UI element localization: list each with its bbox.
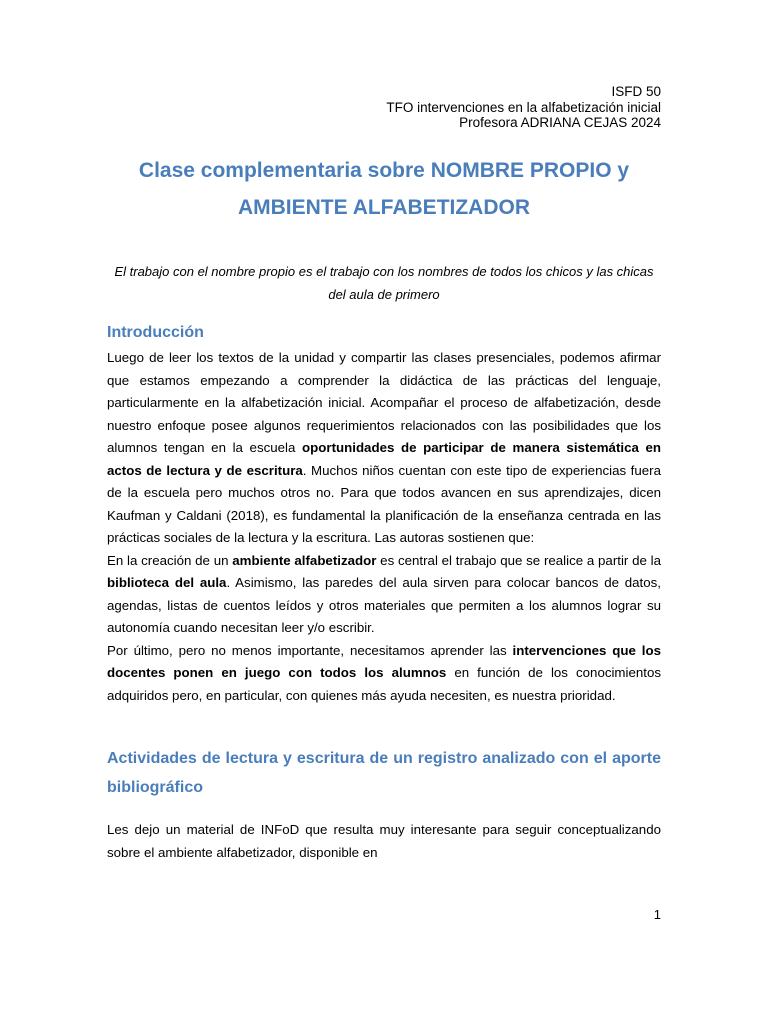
intro-p2-bold-1: ambiente alfabetizador (232, 552, 377, 568)
intro-p2-text-e: . Asimismo, las paredes del aula sirven para colocar bancos de datos, agendas, listas de cuentos leídos y otros materiales que permiten a los alumnos lograr su autonomía cuando necesitan leer y/o escribir. (107, 575, 661, 635)
intro-p3-text-a: Por último, pero no menos importante, necesitamos aprender las (107, 642, 513, 658)
intro-p1-bold: oportunidades de participar de manera sistemática en actos de lectura y de escritura (107, 440, 662, 478)
title-line-2: AMBIENTE ALFABETIZADOR (237, 196, 531, 219)
title-part-3: y (611, 159, 630, 182)
title-line-1 (60, 152, 708, 189)
page-number: 1 (653, 907, 661, 922)
activities-heading: Actividades de lectura y escritura de un registro analizado con el aporte bibliográfico (107, 750, 661, 796)
intro-body (107, 347, 661, 707)
title-part-2: NOMBRE PROPIO (430, 159, 612, 182)
intro-p3-text-c: en función de los conocimientos adquiridos pero, en particular, con quienes más ayuda necesiten, es nuestra prioridad. (107, 665, 661, 703)
intro-paragraph-3 (107, 640, 661, 708)
intro-p2-text-a: En la creación de un (107, 552, 233, 568)
page-header (386, 84, 661, 131)
document-title (60, 152, 708, 226)
intro-p3-bold: intervenciones que los docentes ponen en juego con todos los alumnos (107, 642, 662, 680)
document-subtitle: El trabajo con el nombre propio es el trabajo con los nombres de todos los chicos y las chicas del aula de primero (114, 264, 654, 302)
activities-body (107, 819, 661, 864)
intro-paragraph-1 (107, 347, 661, 550)
activities-paragraph-1: Les dejo un material de INFoD que resulta muy interesante para seguir conceptualizando sobre el ambiente alfabetizador, disponible en (107, 822, 661, 860)
title-part-1: Clase complementaria sobre (138, 159, 431, 182)
intro-p1-text-a: Luego de leer los textos de la unidad y compartir las clases presenciales, podemos afirmar que estamos empezando a comprender la didáctica de las prácticas del lenguaje, particularmente en la alfabetización inicial. Acompañar el proceso de alfabetización, desde nuestro enfoque posee algunos requerimientos relacionados con las posibilidades que los alumnos tengan en la escuela (107, 350, 661, 455)
intro-p2-bold-2: biblioteca del aula (107, 575, 227, 590)
intro-heading: Introducción (107, 324, 204, 341)
intro-paragraph-2 (107, 550, 661, 640)
intro-p1-text-c: . Muchos niños cuentan con este tipo de experiencias fuera de la escuela pero muchos otros no. Para que todos avancen en sus aprendizajes, dicen Kaufman y Caldani (2018), es fundamental la planificación de la enseñanza centrada en las prácticas sociales de la lectura y la escritura. Las autoras sostienen que: (107, 462, 661, 545)
intro-p2-text-c: es central el trabajo que se realice a partir de la (376, 552, 661, 568)
header-institution: ISFD 50 (611, 84, 661, 99)
header-course: TFO intervenciones en la alfabetización inicial (386, 99, 661, 115)
header-professor: Profesora ADRIANA CEJAS 2024 (459, 115, 661, 130)
